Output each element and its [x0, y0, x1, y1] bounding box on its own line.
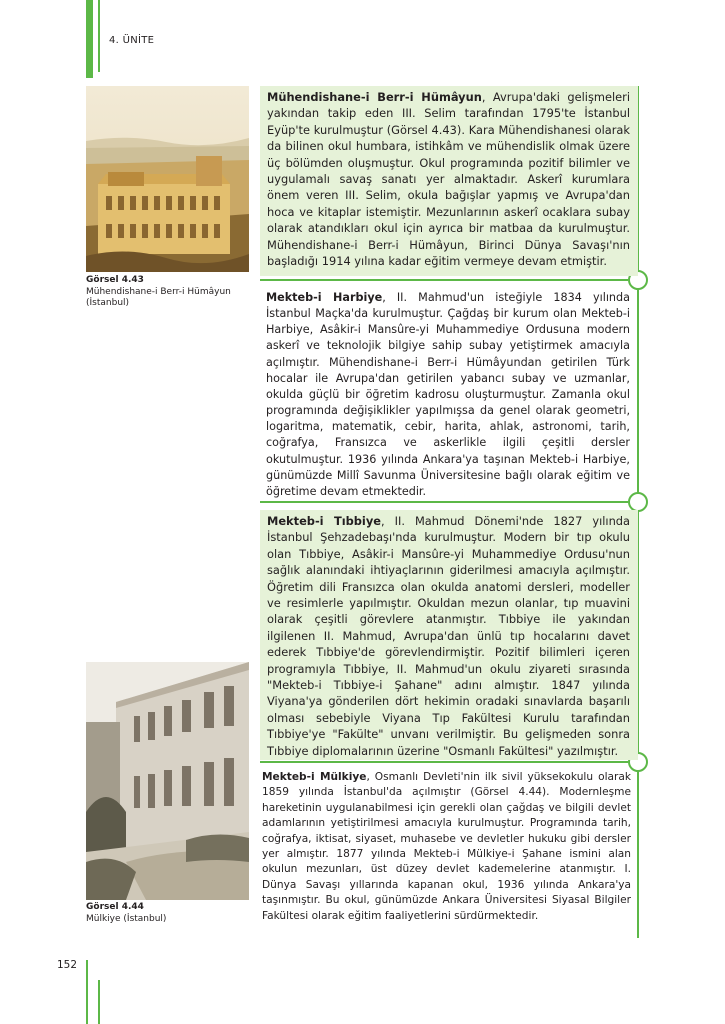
section-muhendishane	[260, 86, 638, 276]
timeline-connector	[260, 501, 628, 503]
section-text: , II. Mahmud'un isteğiyle 1834 yılında İstanbul Maçka'da kurulmuştur. Çağdaş bir kurum olan Mekteb-i Harbiye, Asâkir-i Mansûre-yi Muhammediye Ordusuna modern askerî ve teknolojik bilgiye sahip subay yetiştirmek amacıyla açılmıştır. Mühendishane-i Berr-i Hümâyundan getirilen Türk hocalar ile Avrupa'dan getirilen yabancı subay ve uzmanlar, okulda güçlü bir öğretim kadrosu oluşturmuştur. Zamanla okul programında değişiklikler yapılmışsa da genel olarak geometri, logaritma, matematik, cebir, harita, ahlak, astronomi, tarih, coğrafya, Fransızca ve askerlikle ilgili çeşitli dersler okutulmuştur. 1936 yılında Ankara'ya taşınan Mekteb-i Harbiye, günümüzde Millî Savunma Üniversitesine bağlı olarak eğitim ve öğretime devam etmektedir.	[266, 291, 630, 498]
timeline-line	[637, 770, 639, 938]
figure-mulkiye-image	[86, 662, 249, 900]
timeline-connector	[260, 279, 628, 281]
section-text: , Avrupa'daki gelişmeleri yakından takip eden III. Selim tarafından 1795'te İstanbul Eyüp'te kurulmuştur (Görsel 4.43). Kara Mühendishanesi olarak da bilinen okul humbara, istihkâm ve mühendislik olmak üzere üç bölümden oluşmuştur. Okul programında pozitif bilimler ve uygulamalı savaş sanatı yer almaktadır. Askerî kurumlara önem veren III. Selim, okula bağışlar yapmış ve Avrupa'dan hoca ve kitaplar istemiştir. Mezunlarının askerî ocaklara subay olarak atandıkları okul için ayrıca bir matbaa da kurulmuştur. Mühendishane-i Berr-i Hümâyun, Birinci Dünya Savaşı'nın başladığı 1914 yılına kadar eğitim vermeye devam etmiştir.	[267, 90, 630, 269]
section-text: , Osmanlı Devleti'nin ilk sivil yüksekokulu olarak 1859 yılında İstanbul'da açılmıştır (Görsel 4.44). Modernleşme hareketinin uygulanabilmesi için gerekli olan çağdaş ve bilgili devlet adamlarının yetiştirilmesi amacıyla kurulmuştur. Programında tarih, coğrafya, iktisat, siyaset, muhasebe ve devletler hukuku gibi dersler yer almıştır. 1877 yılında Mekteb-i Mülkiye-i Şahane ismini alan okulun mezunları, üst düzey devlet kademelerine atanmıştır. I. Dünya Savaşı yıllarında kapanan okul, 1936 yılında Ankara'ya taşınmıştır. Bu okul, günümüzde Ankara Üniversitesi Siyasal Bilgiler Fakültesi olarak eğitim faaliyetlerini sürdürmektedir.	[262, 771, 631, 922]
figure-caption-text: Mühendishane-i Berr-i Hümâyun (İstanbul)	[86, 286, 231, 308]
unit-thin-line	[98, 0, 100, 72]
section-harbiye	[260, 290, 638, 500]
section-mulkiye	[256, 770, 637, 940]
unit-color-bar	[86, 0, 93, 78]
section-paragraph	[267, 89, 630, 269]
timeline-connector	[260, 761, 628, 763]
page-number: 152	[57, 959, 78, 971]
figure-number: Görsel 4.43	[86, 275, 144, 285]
section-text: , II. Mahmud Dönemi'nde 1827 yılında İstanbul Şehzadebaşı'nda kurulmuştur. Modern bir tıp okulu olan Tıbbiye, Asâkir-i Mansûre-yi Muhammediye Ordusu'nun sağlık alanındaki ihtiyaçlarının giderilmesi amacıyla açılmıştır. Öğretim dili Fransızca olan okulda anatomi dersleri, modeller ve resimlerle yapılmıştır. Okuldan mezun olanlar, tıp muavini olarak çeşitli görevlere atanmıştır. Tıbbiye ile yakından ilgilenen II. Mahmud, Avrupa'dan ünlü tıp hocalarını davet ederek Tıbbiye'de görevlendirmiştir. Pozitif bilimleri içeren programıyla Tıbbiye, II. Mahmud'un okulu ziyareti sırasında "Mekteb-i Tıbbiye-i Şahane" adını almıştır. 1847 yılında Viyana'ya gönderilen dört hekimin oradaki sınavlarda başarılı olması sebebiyle Viyana Tıp Fakültesi Kurulu tarafından Tıbbiye'ye "Fakülte" unvanı verilmiştir. Bu gelişmeden sonra Tıbbiye diplomalarının üzerine "Osmanlı Fakültesi" yazılmıştır.	[267, 514, 631, 758]
footer-line	[98, 980, 100, 1024]
footer-line	[86, 960, 88, 1024]
figure-caption-4-44	[86, 902, 251, 925]
section-term: Mühendishane-i Berr-i Hümâyun	[267, 90, 482, 104]
section-term: Mekteb-i Tıbbiye	[267, 514, 381, 528]
section-tibbiye	[260, 510, 638, 760]
unit-label: 4. ÜNİTE	[109, 35, 155, 46]
section-paragraph	[267, 513, 630, 759]
section-paragraph	[266, 290, 630, 500]
figure-muhendishane-image	[86, 86, 249, 272]
figure-caption-text: Mülkiye (İstanbul)	[86, 913, 167, 924]
section-term: Mekteb-i Harbiye	[266, 291, 383, 304]
section-term: Mekteb-i Mülkiye	[262, 771, 367, 783]
section-paragraph	[262, 770, 631, 924]
figure-caption-4-43	[86, 275, 251, 310]
figure-number: Görsel 4.44	[86, 902, 144, 912]
